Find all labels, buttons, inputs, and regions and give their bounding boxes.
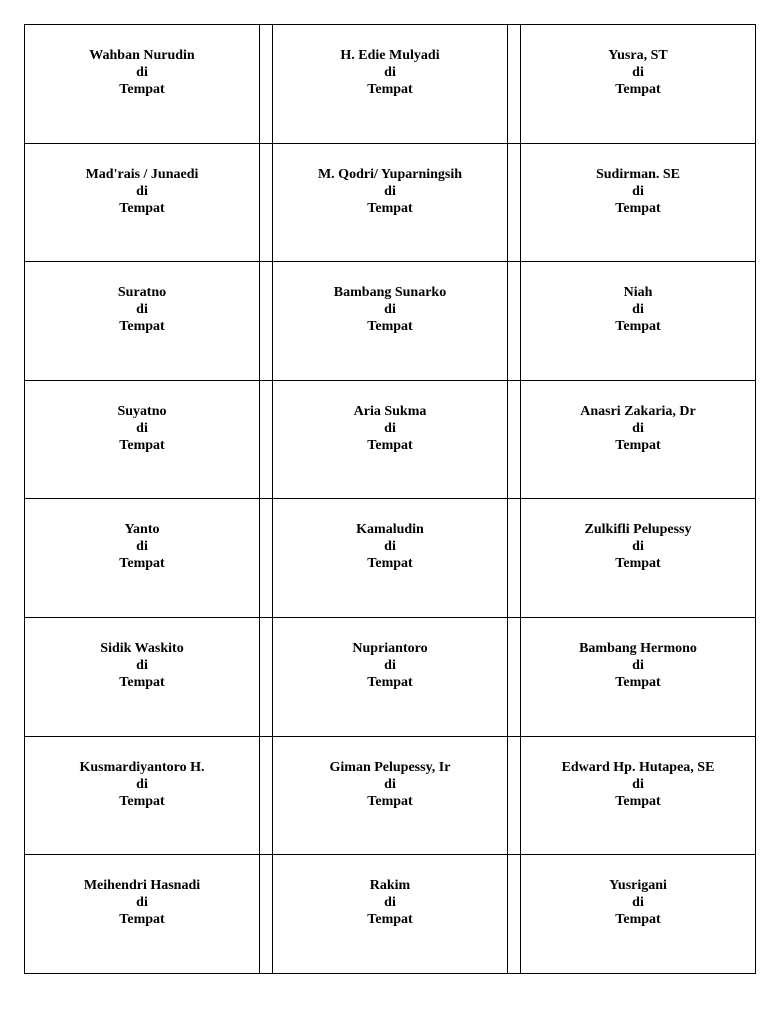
column-gap-cell bbox=[508, 617, 521, 736]
label-text-block bbox=[521, 381, 755, 454]
column-gap-cell bbox=[260, 499, 273, 618]
address-label bbox=[273, 736, 508, 855]
column-gap-cell bbox=[260, 380, 273, 499]
column-gap-cell bbox=[260, 736, 273, 855]
label-line-di: di bbox=[384, 539, 396, 555]
label-line-di: di bbox=[136, 539, 148, 555]
recipient-name: Bambang Hermono bbox=[579, 640, 697, 656]
recipient-name: Edward Hp. Hutapea, SE bbox=[561, 759, 715, 775]
recipient-name: Wahban Nurudin bbox=[89, 48, 195, 63]
label-line-tempat: Tempat bbox=[367, 82, 413, 97]
label-line-di: di bbox=[136, 183, 148, 199]
recipient-name: Yanto bbox=[124, 522, 160, 538]
column-gap-cell bbox=[508, 736, 521, 855]
label-line-tempat: Tempat bbox=[119, 437, 165, 453]
column-gap-cell bbox=[508, 380, 521, 499]
recipient-name: Giman Pelupessy, Ir bbox=[329, 759, 451, 775]
column-gap-cell bbox=[260, 855, 273, 974]
label-line-di: di bbox=[384, 776, 396, 792]
recipient-name: M. Qodri/ Yuparningsih bbox=[317, 166, 463, 182]
recipient-name: Suyatno bbox=[117, 403, 167, 419]
label-line-di: di bbox=[136, 420, 148, 436]
recipient-name: Nupriantoro bbox=[352, 640, 428, 656]
label-text-block bbox=[25, 737, 259, 810]
address-label bbox=[25, 617, 260, 736]
label-line-tempat: Tempat bbox=[615, 319, 661, 335]
label-text-block bbox=[521, 737, 755, 810]
label-text-block bbox=[273, 618, 507, 691]
label-line-tempat: Tempat bbox=[367, 319, 413, 335]
address-label bbox=[25, 25, 260, 144]
address-label-sheet bbox=[24, 24, 756, 974]
address-label bbox=[521, 617, 756, 736]
label-line-tempat: Tempat bbox=[119, 82, 165, 97]
recipient-name: Anasri Zakaria, Dr bbox=[580, 403, 696, 419]
label-line-tempat: Tempat bbox=[119, 319, 165, 335]
address-label bbox=[273, 855, 508, 974]
label-line-tempat: Tempat bbox=[367, 674, 413, 690]
address-label bbox=[25, 499, 260, 618]
label-line-tempat: Tempat bbox=[615, 912, 661, 928]
column-gap-cell bbox=[260, 262, 273, 381]
label-text-block bbox=[273, 144, 507, 217]
label-line-tempat: Tempat bbox=[615, 437, 661, 453]
address-label bbox=[521, 262, 756, 381]
label-line-di: di bbox=[136, 65, 148, 80]
label-line-di: di bbox=[632, 420, 644, 436]
address-label bbox=[273, 380, 508, 499]
address-label bbox=[25, 855, 260, 974]
label-text-block bbox=[25, 855, 259, 928]
address-label bbox=[25, 143, 260, 262]
label-text-block bbox=[25, 499, 259, 572]
label-line-di: di bbox=[632, 776, 644, 792]
label-row bbox=[25, 25, 756, 144]
recipient-name: Yusra, ST bbox=[608, 48, 668, 63]
address-label bbox=[25, 380, 260, 499]
column-gap-cell bbox=[508, 143, 521, 262]
address-label bbox=[521, 25, 756, 144]
label-text-block bbox=[25, 144, 259, 217]
address-label bbox=[521, 499, 756, 618]
label-line-di: di bbox=[632, 657, 644, 673]
recipient-name: Aria Sukma bbox=[353, 403, 427, 419]
label-line-di: di bbox=[632, 895, 644, 911]
label-text-block bbox=[25, 618, 259, 691]
address-label bbox=[521, 143, 756, 262]
label-text-block bbox=[273, 262, 507, 335]
label-line-tempat: Tempat bbox=[367, 437, 413, 453]
address-label bbox=[521, 855, 756, 974]
column-gap-cell bbox=[260, 143, 273, 262]
label-text-block bbox=[521, 618, 755, 691]
label-line-di: di bbox=[632, 539, 644, 555]
label-line-tempat: Tempat bbox=[367, 912, 413, 928]
recipient-name: Zulkifli Pelupessy bbox=[584, 522, 692, 538]
label-line-di: di bbox=[632, 65, 644, 80]
recipient-name: Kamaludin bbox=[356, 522, 424, 538]
label-line-di: di bbox=[632, 183, 644, 199]
label-text-block bbox=[273, 499, 507, 572]
label-row bbox=[25, 143, 756, 262]
column-gap-cell bbox=[508, 855, 521, 974]
recipient-name: Kusmardiyantoro H. bbox=[79, 759, 205, 775]
label-line-di: di bbox=[384, 65, 396, 80]
label-text-block bbox=[273, 381, 507, 454]
label-line-tempat: Tempat bbox=[119, 200, 165, 216]
label-text-block bbox=[521, 25, 755, 98]
address-label bbox=[25, 262, 260, 381]
recipient-name: H. Edie Mulyadi bbox=[340, 48, 440, 63]
address-label bbox=[273, 143, 508, 262]
label-line-di: di bbox=[136, 657, 148, 673]
recipient-name: Bambang Sunarko bbox=[333, 285, 447, 301]
address-label bbox=[521, 736, 756, 855]
label-line-di: di bbox=[136, 895, 148, 911]
label-text-block bbox=[521, 144, 755, 217]
label-line-tempat: Tempat bbox=[119, 674, 165, 690]
label-text-block bbox=[521, 262, 755, 335]
recipient-name: Suratno bbox=[117, 285, 167, 301]
column-gap-cell bbox=[508, 499, 521, 618]
recipient-name: Niah bbox=[623, 285, 653, 301]
label-line-di: di bbox=[632, 302, 644, 318]
label-grid-body bbox=[25, 25, 756, 974]
address-label bbox=[273, 499, 508, 618]
label-text-block bbox=[273, 25, 507, 98]
recipient-name: Meihendri Hasnadi bbox=[83, 878, 201, 894]
label-row bbox=[25, 736, 756, 855]
label-line-di: di bbox=[384, 183, 396, 199]
label-row bbox=[25, 262, 756, 381]
label-line-tempat: Tempat bbox=[367, 200, 413, 216]
label-line-tempat: Tempat bbox=[119, 912, 165, 928]
column-gap-cell bbox=[508, 262, 521, 381]
label-row bbox=[25, 499, 756, 618]
address-label bbox=[273, 25, 508, 144]
label-row bbox=[25, 855, 756, 974]
label-line-tempat: Tempat bbox=[615, 793, 661, 809]
label-line-tempat: Tempat bbox=[367, 556, 413, 572]
label-line-di: di bbox=[384, 895, 396, 911]
label-row bbox=[25, 617, 756, 736]
label-line-di: di bbox=[136, 776, 148, 792]
recipient-name: Sudirman. SE bbox=[595, 166, 681, 182]
address-label bbox=[25, 736, 260, 855]
label-line-tempat: Tempat bbox=[615, 82, 661, 97]
address-label bbox=[273, 262, 508, 381]
recipient-name: Rakim bbox=[369, 878, 411, 894]
label-line-di: di bbox=[384, 420, 396, 436]
label-line-tempat: Tempat bbox=[367, 793, 413, 809]
label-row bbox=[25, 380, 756, 499]
label-text-block bbox=[273, 737, 507, 810]
address-label bbox=[521, 380, 756, 499]
label-line-tempat: Tempat bbox=[615, 556, 661, 572]
address-label bbox=[273, 617, 508, 736]
label-line-tempat: Tempat bbox=[119, 556, 165, 572]
column-gap-cell bbox=[508, 25, 521, 144]
recipient-name: Yusrigani bbox=[609, 878, 667, 894]
column-gap-cell bbox=[260, 25, 273, 144]
recipient-name: Mad'rais / Junaedi bbox=[85, 166, 199, 182]
column-gap-cell bbox=[260, 617, 273, 736]
label-line-di: di bbox=[136, 302, 148, 318]
label-text-block bbox=[25, 25, 259, 98]
recipient-name: Sidik Waskito bbox=[100, 640, 184, 656]
label-text-block bbox=[521, 855, 755, 928]
label-text-block bbox=[273, 855, 507, 928]
label-line-di: di bbox=[384, 302, 396, 318]
label-text-block bbox=[25, 262, 259, 335]
label-line-di: di bbox=[384, 657, 396, 673]
label-line-tempat: Tempat bbox=[615, 200, 661, 216]
label-text-block bbox=[25, 381, 259, 454]
label-text-block bbox=[521, 499, 755, 572]
label-line-tempat: Tempat bbox=[119, 793, 165, 809]
label-line-tempat: Tempat bbox=[615, 674, 661, 690]
